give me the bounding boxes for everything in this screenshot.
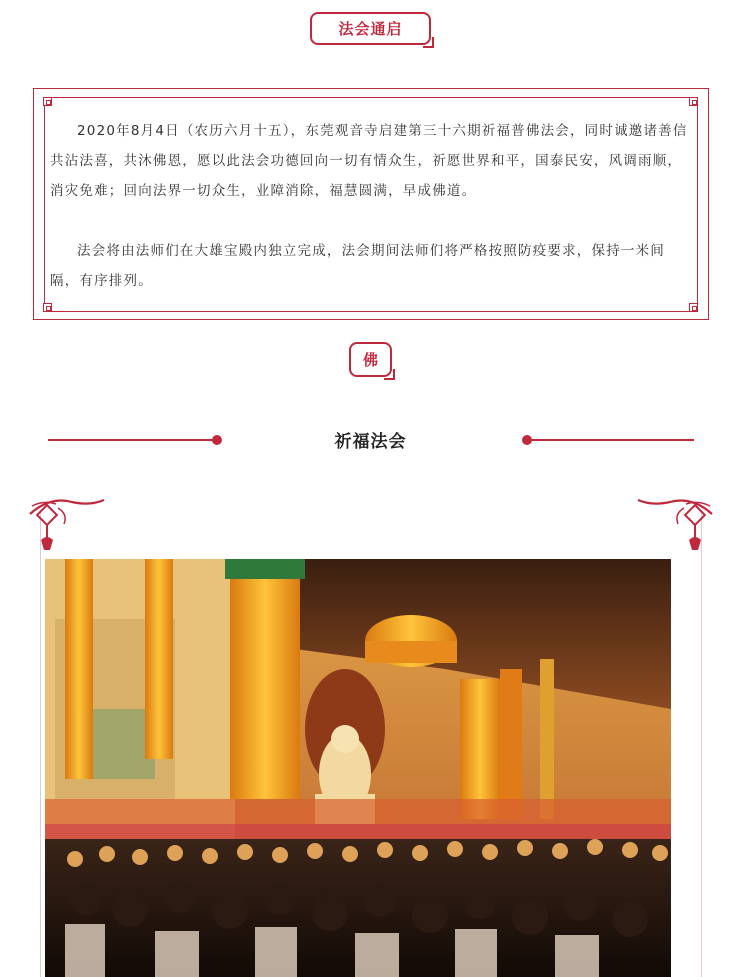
- frame-corner-ornament: [43, 97, 52, 106]
- frame-corner-ornament: [689, 303, 698, 312]
- notice-paragraph-1: 2020年8月4日（农历六月十五），东莞观音寺启建第三十六期祈福普佛法会，同时诚邀诸善信共沾法喜，共沐佛恩，愿以此法会功德回向一切有情众生，祈愿世界和平，国泰民安，风调雨顺，消灾免难；回向法界一切众生，业障消除，福慧圆满，早成佛道。: [50, 123, 688, 199]
- divider-tag: 佛: [349, 342, 392, 377]
- knot-ornament-left-icon: [28, 494, 106, 552]
- section-tag-wrap: [0, 12, 741, 45]
- frame-corner-ornament: [43, 303, 52, 312]
- section-heading: 祈福法会: [334, 432, 407, 452]
- side-guide-line-left: [40, 510, 41, 977]
- hall-photo-illustration: [45, 559, 671, 977]
- section-tag: 法会通启: [310, 12, 430, 45]
- knot-ornament-right-icon: [636, 494, 714, 552]
- side-guide-line-right: [701, 510, 702, 977]
- heading-line-right: [528, 439, 694, 441]
- notice-text: [50, 116, 693, 296]
- hall-photo: [45, 559, 671, 977]
- frame-corner-ornament: [689, 97, 698, 106]
- divider-tag-wrap: [0, 342, 741, 377]
- heading-row: [0, 427, 741, 453]
- notice-paragraph-2: 法会将由法师们在大雄宝殿内独立完成，法会期间法师们将严格按照防疫要求，保持一米间隔，有序排列。: [50, 243, 665, 289]
